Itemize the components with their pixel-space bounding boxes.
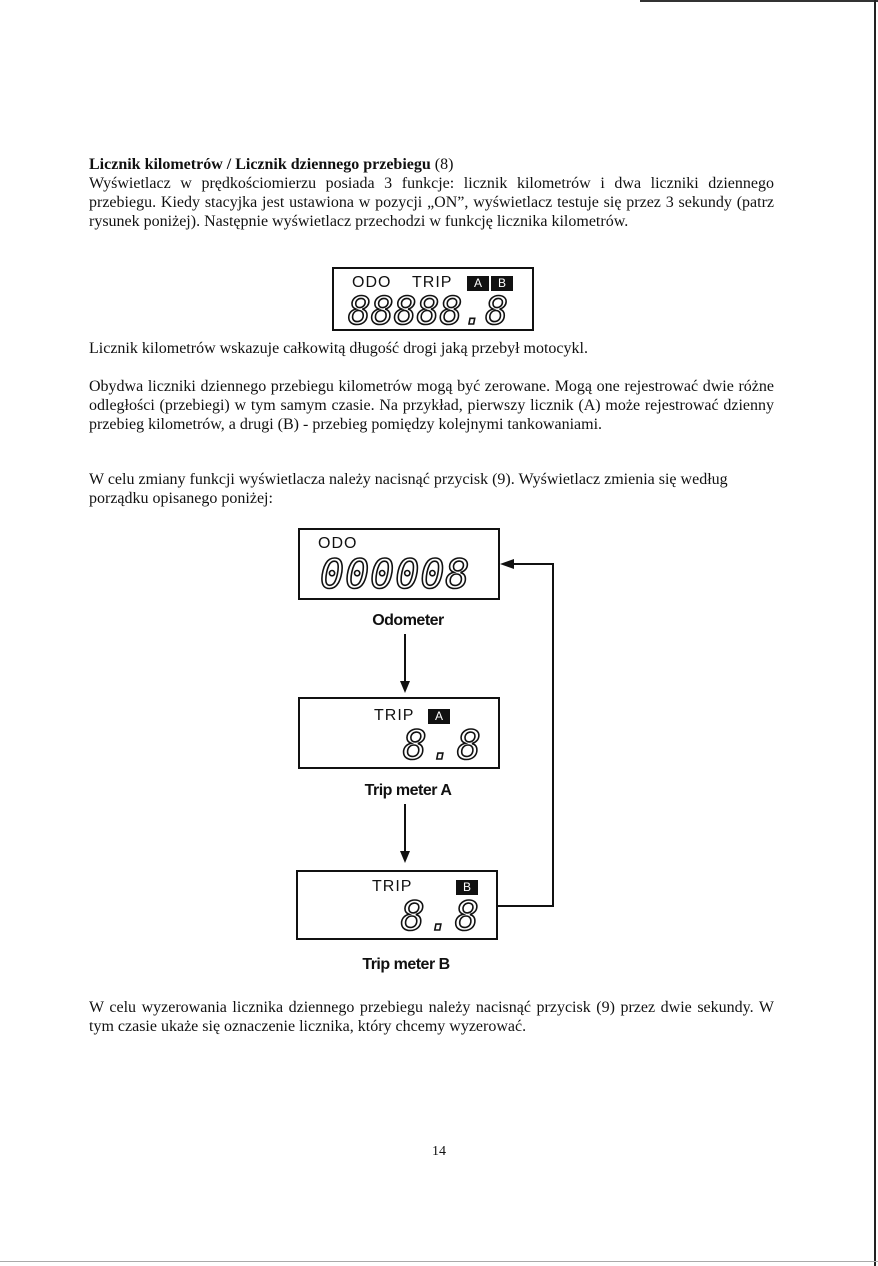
intro-block [89, 155, 774, 231]
scan-edge-bottom [0, 1261, 878, 1262]
flow-line-1 [404, 634, 406, 684]
test-trip-label: TRIP [412, 274, 453, 291]
odometer-label: ODO [318, 535, 358, 552]
test-badge-b: B [491, 276, 513, 291]
trip-a-digits: 8.8 [402, 723, 484, 769]
heading-title: Licznik kilometrów / Licznik dziennego przebiegu [89, 156, 431, 173]
loop-line-bottom [498, 905, 554, 907]
loop-arrow-left [500, 559, 514, 569]
intro-paragraph: Wyświetlacz w prędkościomierzu posiada 3 funkcje: licznik kilometrów i dwa liczniki dziennego przebiegu. Kiedy stacyjka jest ustawiona w pozycji „ON”, wyświetlacz testuje się przez 3 sekundy (patrz rysunek poniżej). Następnie wyświetlacz przechodzi w funkcję licznika kilometrów. [89, 175, 774, 230]
trip-b-badge: B [456, 880, 478, 895]
flow-line-2 [404, 804, 406, 854]
trip-a-badge: A [428, 709, 450, 724]
odometer-paragraph: Licznik kilometrów wskazuje całkowitą długość drogi jaką przebył motocykl. [89, 340, 588, 357]
flow-arrow-down-2 [400, 851, 410, 863]
trip-b-display [296, 870, 498, 940]
trip-b-label: TRIP [372, 878, 413, 895]
page-number: 14 [432, 1144, 446, 1159]
reset-paragraph: W celu wyzerowania licznika dziennego przebiegu należy nacisnąć przycisk (9) przez dwie sekundy. W tym czasie ukaże się oznaczenie licznika, który chcemy wyzerować. [89, 999, 774, 1035]
loop-line-vertical [552, 563, 554, 907]
scan-edge-top [640, 0, 878, 2]
trip-b-caption: Trip meter B [362, 956, 450, 973]
scan-edge-right [874, 0, 876, 1266]
section-heading [89, 155, 774, 174]
odometer-display [298, 528, 500, 600]
test-odo-label: ODO [352, 274, 392, 291]
trip-b-digits: 8.8 [400, 894, 482, 940]
trip-a-display [298, 697, 500, 769]
test-display [332, 267, 534, 331]
loop-line-top [510, 563, 554, 565]
test-digits: 88888.8 [348, 289, 509, 333]
odometer-digits: 000008 [320, 552, 471, 598]
flow-arrow-down-1 [400, 681, 410, 693]
test-badge-a: A [467, 276, 489, 291]
odometer-caption: Odometer [372, 612, 444, 629]
heading-ref: (8) [430, 156, 454, 173]
trip-a-caption: Trip meter A [364, 782, 452, 799]
change-paragraph: W celu zmiany funkcji wyświetlacza należy nacisnąć przycisk (9). Wyświetlacz zmienia się według porządku opisanego poniżej: [89, 471, 728, 507]
tripmeters-paragraph: Obydwa liczniki dziennego przebiegu kilometrów mogą być zerowane. Mogą one rejestrować dwie różne odległości (przebiegi) w tym samym czasie. Na przykład, pierwszy licznik (A) może rejestrować dzienny przebieg kilometrów, a drugi (B) - przebieg pomiędzy kolejnymi tankowaniami. [89, 378, 774, 433]
trip-a-label: TRIP [374, 707, 415, 724]
